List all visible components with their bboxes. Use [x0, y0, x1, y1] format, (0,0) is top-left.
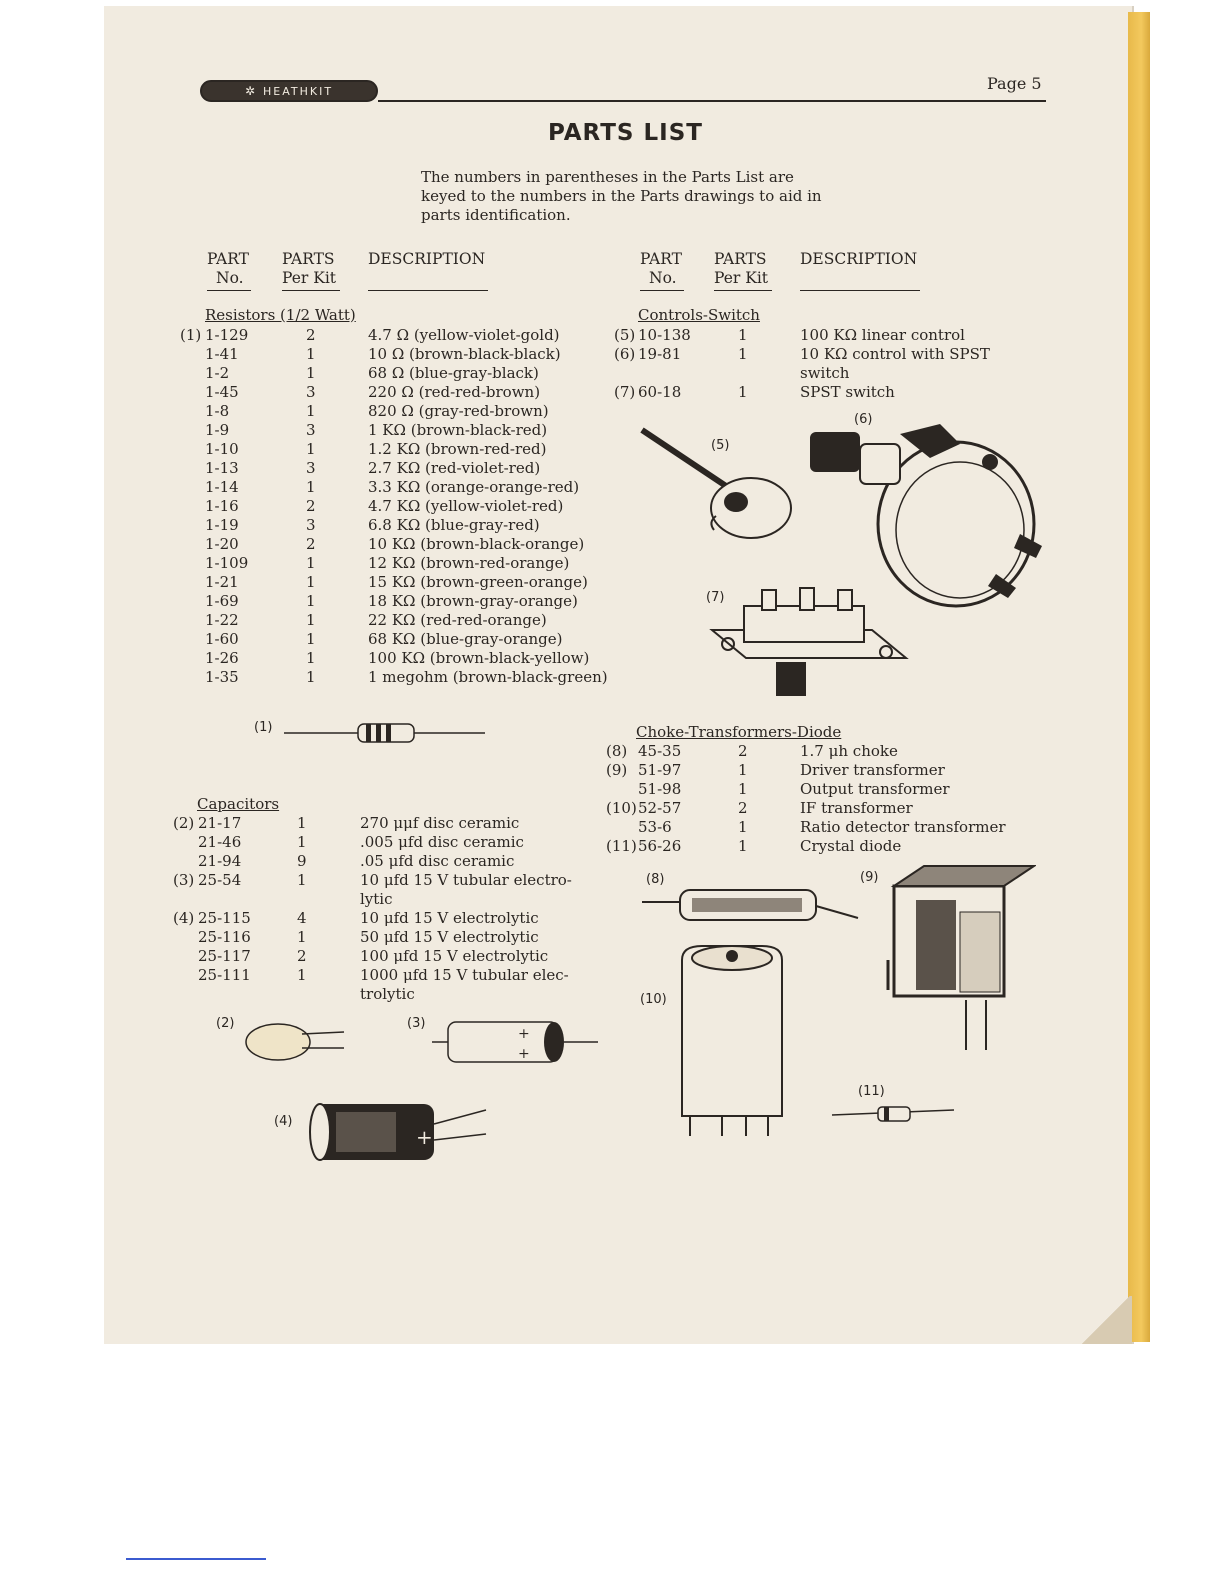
part-number: 19-81: [638, 345, 682, 363]
part-number: 1-109: [205, 554, 249, 572]
spst-switch-illustration: [706, 580, 910, 700]
description: 68 KΩ (blue-gray-orange): [368, 630, 563, 648]
svg-text:+: +: [518, 1046, 530, 1062]
quantity: 9: [297, 852, 307, 870]
quantity: 1: [306, 611, 316, 629]
description: 100 μfd 15 V electrolytic: [360, 947, 549, 965]
electrolytic-capacitor-illustration: [306, 1100, 492, 1164]
figure-key: (9): [606, 761, 628, 779]
part-number: 25-115: [198, 909, 251, 927]
disc-capacitor-illustration: [240, 1018, 350, 1064]
part-number: 25-111: [198, 966, 251, 984]
quantity: 3: [306, 459, 316, 477]
part-number: 1-129: [205, 326, 249, 344]
svg-text:+: +: [518, 1026, 530, 1042]
header-rule: [378, 100, 1046, 102]
logo-text: HEATHKIT: [263, 84, 334, 98]
figure-key: (10): [606, 799, 637, 817]
figure-label: (3): [407, 1016, 426, 1031]
resistors-heading: Resistors (1/2 Watt): [205, 306, 356, 324]
part-number: 1-26: [205, 649, 239, 667]
part-number: 25-117: [198, 947, 251, 965]
resistor-illustration: [280, 718, 490, 748]
cover-edge: [1128, 12, 1150, 1342]
quantity: 2: [306, 535, 316, 553]
figure-label: (2): [216, 1016, 235, 1031]
figure-label: (11): [858, 1084, 885, 1099]
part-number: 25-116: [198, 928, 251, 946]
part-number: 53-6: [638, 818, 672, 836]
quantity: 1: [297, 928, 307, 946]
part-number: 1-41: [205, 345, 239, 363]
description: 68 Ω (blue-gray-black): [368, 364, 539, 382]
figure-key: (8): [606, 742, 628, 760]
atom-icon: ✲: [244, 84, 257, 98]
rule: [207, 290, 251, 291]
part-number: 1-19: [205, 516, 239, 534]
quantity: 1: [738, 761, 748, 779]
quantity: 1: [738, 383, 748, 401]
quantity: 4: [297, 909, 307, 927]
description: IF transformer: [800, 799, 913, 817]
description: Output transformer: [800, 780, 950, 798]
figure-key: (4): [173, 909, 195, 927]
quantity: 1: [306, 345, 316, 363]
figure-label: (6): [854, 412, 873, 427]
heathkit-logo: [200, 80, 378, 102]
description: 3.3 KΩ (orange-orange-red): [368, 478, 580, 496]
transformer-illustration: [876, 860, 1036, 1060]
description: 1 megohm (brown-black-green): [368, 668, 608, 686]
capacitors-heading: Capacitors: [197, 795, 280, 813]
description: 10 Ω (brown-black-black): [368, 345, 561, 363]
col-desc-left: DESCRIPTION: [368, 250, 486, 268]
crystal-diode-illustration: [830, 1100, 960, 1130]
quantity: 2: [738, 742, 748, 760]
description: 22 KΩ (red-red-orange): [368, 611, 547, 629]
part-number: 21-94: [198, 852, 242, 870]
description: 1.7 μh choke: [800, 742, 898, 760]
quantity: 1: [306, 478, 316, 496]
part-number: 1-69: [205, 592, 239, 610]
part-number: 1-14: [205, 478, 239, 496]
col-part-left: PART No.: [207, 250, 249, 287]
part-number: 1-16: [205, 497, 239, 515]
rule: [640, 290, 684, 291]
quantity: 1: [297, 833, 307, 851]
quantity: 3: [306, 383, 316, 401]
part-number: 1-10: [205, 440, 239, 458]
scan-artifact-line: [126, 1558, 266, 1560]
col-perkit-left: PARTS Per Kit: [282, 250, 337, 287]
quantity: 2: [738, 799, 748, 817]
rule: [368, 290, 488, 291]
figure-label: (9): [860, 870, 879, 885]
quantity: 1: [297, 814, 307, 832]
quantity: 1: [306, 592, 316, 610]
quantity: 1: [738, 780, 748, 798]
figure-label: (4): [274, 1114, 293, 1129]
description: 100 KΩ (brown-black-yellow): [368, 649, 590, 667]
description: 220 Ω (red-red-brown): [368, 383, 541, 401]
figure-key: (2): [173, 814, 195, 832]
quantity: 1: [306, 630, 316, 648]
description: 10 μfd 15 V tubular electro-lytic: [360, 871, 572, 908]
figure-label: (7): [706, 590, 725, 605]
part-number: 1-21: [205, 573, 239, 591]
part-number: 21-17: [198, 814, 242, 832]
description: 1 KΩ (brown-black-red): [368, 421, 548, 439]
figure-key: (5): [614, 326, 636, 344]
quantity: 1: [306, 649, 316, 667]
part-number: 1-8: [205, 402, 230, 420]
figure-key: (11): [606, 837, 637, 855]
figure-key: (1): [180, 326, 202, 344]
figure-label: (8): [646, 872, 665, 887]
description: 2.7 KΩ (red-violet-red): [368, 459, 541, 477]
part-number: 25-54: [198, 871, 242, 889]
part-number: 51-98: [638, 780, 682, 798]
description: 4.7 KΩ (yellow-violet-red): [368, 497, 564, 515]
description: 10 KΩ (brown-black-orange): [368, 535, 585, 553]
part-number: 1-35: [205, 668, 239, 686]
rule: [800, 290, 920, 291]
description: Driver transformer: [800, 761, 945, 779]
if-transformer-illustration: [676, 940, 786, 1140]
description: 10 KΩ control with SPST switch: [800, 345, 990, 382]
col-perkit-right: PARTS Per Kit: [714, 250, 769, 287]
part-number: 51-97: [638, 761, 682, 779]
description: .005 μfd disc ceramic: [360, 833, 524, 851]
part-number: 1-60: [205, 630, 239, 648]
quantity: 2: [306, 326, 316, 344]
quantity: 1: [738, 345, 748, 363]
intro-text: The numbers in parentheses in the Parts List are keyed to the numbers in the Parts drawings to aid in parts identification.: [421, 168, 822, 224]
figure-label: (5): [711, 438, 730, 453]
figure-label: (10): [640, 992, 667, 1007]
part-number: 52-57: [638, 799, 682, 817]
part-number: 21-46: [198, 833, 242, 851]
page-number: Page 5: [987, 74, 1042, 93]
quantity: 3: [306, 421, 316, 439]
col-desc-right: DESCRIPTION: [800, 250, 918, 268]
col-part-right: PART No.: [640, 250, 682, 287]
description: 10 μfd 15 V electrolytic: [360, 909, 539, 927]
description: Crystal diode: [800, 837, 902, 855]
part-number: 56-26: [638, 837, 682, 855]
figure-key: (7): [614, 383, 636, 401]
description: 50 μfd 15 V electrolytic: [360, 928, 539, 946]
figure-key: (6): [614, 345, 636, 363]
description: 1000 μfd 15 V tubular elec-trolytic: [360, 966, 569, 1003]
part-number: 1-2: [205, 364, 230, 382]
quantity: 1: [738, 326, 748, 344]
controls-heading: Controls-Switch: [638, 306, 760, 324]
part-number: 1-45: [205, 383, 239, 401]
quantity: 1: [306, 554, 316, 572]
linear-control-illustration: [636, 424, 806, 544]
description: Ratio detector transformer: [800, 818, 1006, 836]
description: SPST switch: [800, 383, 895, 401]
quantity: 3: [306, 516, 316, 534]
description: 820 Ω (gray-red-brown): [368, 402, 549, 420]
tubular-capacitor-illustration: [430, 1016, 600, 1068]
quantity: 1: [738, 837, 748, 855]
description: 270 μμf disc ceramic: [360, 814, 520, 832]
quantity: 1: [306, 668, 316, 686]
description: 15 KΩ (brown-green-orange): [368, 573, 588, 591]
rule: [714, 290, 772, 291]
quantity: 1: [297, 871, 307, 889]
quantity: 1: [297, 966, 307, 984]
description: .05 μfd disc ceramic: [360, 852, 515, 870]
quantity: 1: [738, 818, 748, 836]
figure-key: (3): [173, 871, 195, 889]
part-number: 45-35: [638, 742, 682, 760]
description: 100 KΩ linear control: [800, 326, 965, 344]
part-number: 60-18: [638, 383, 682, 401]
description: 1.2 KΩ (brown-red-red): [368, 440, 547, 458]
svg-text:+: +: [416, 1125, 433, 1149]
figure-label: (1): [254, 720, 273, 735]
page-title: PARTS LIST: [548, 120, 703, 146]
quantity: 1: [306, 402, 316, 420]
quantity: 2: [297, 947, 307, 965]
quantity: 1: [306, 364, 316, 382]
corner-fold: [1080, 1296, 1132, 1344]
quantity: 1: [306, 573, 316, 591]
description: 18 KΩ (brown-gray-orange): [368, 592, 578, 610]
part-number: 1-9: [205, 421, 230, 439]
rule: [282, 290, 340, 291]
description: 4.7 Ω (yellow-violet-gold): [368, 326, 560, 344]
choke-illustration: [640, 886, 860, 936]
quantity: 1: [306, 440, 316, 458]
description: 12 KΩ (brown-red-orange): [368, 554, 570, 572]
part-number: 10-138: [638, 326, 691, 344]
choke-heading: Choke-Transformers-Diode: [636, 723, 842, 741]
part-number: 1-20: [205, 535, 239, 553]
quantity: 2: [306, 497, 316, 515]
part-number: 1-13: [205, 459, 239, 477]
description: 6.8 KΩ (blue-gray-red): [368, 516, 540, 534]
part-number: 1-22: [205, 611, 239, 629]
